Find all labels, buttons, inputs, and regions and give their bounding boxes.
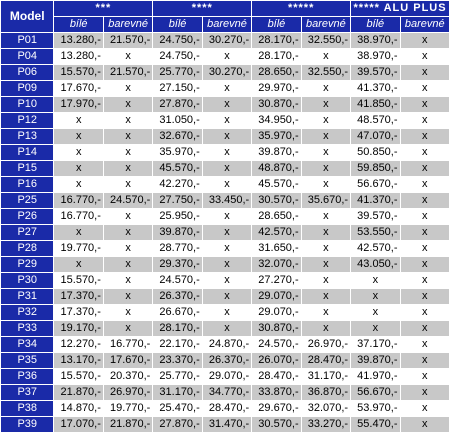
price-cell: 23.370,- bbox=[153, 353, 201, 368]
price-cell: 26.670,- bbox=[153, 305, 201, 320]
price-cell: x bbox=[203, 225, 251, 240]
price-cell: x bbox=[401, 385, 449, 400]
price-cell: 27.750,- bbox=[153, 193, 201, 208]
price-cell: 25.470,- bbox=[153, 401, 201, 416]
price-cell: 15.570,- bbox=[54, 369, 102, 384]
sub-header-colored: barevné bbox=[302, 17, 350, 32]
price-cell: 39.870,- bbox=[252, 145, 300, 160]
price-cell: x bbox=[302, 257, 350, 272]
price-cell: 32.550,- bbox=[302, 33, 350, 48]
price-cell: x bbox=[401, 273, 449, 288]
price-cell: 13.280,- bbox=[54, 49, 102, 64]
price-cell: x bbox=[54, 161, 102, 176]
price-cell: 50.850,- bbox=[351, 145, 399, 160]
price-cell: x bbox=[401, 289, 449, 304]
price-cell: x bbox=[54, 129, 102, 144]
price-cell: x bbox=[54, 257, 102, 272]
price-cell: 15.570,- bbox=[54, 65, 102, 80]
price-cell: x bbox=[401, 113, 449, 128]
model-cell: P09 bbox=[1, 81, 53, 96]
table-row bbox=[1, 321, 449, 336]
table-row bbox=[1, 209, 449, 224]
price-cell: x bbox=[302, 177, 350, 192]
sub-header-white: bílé bbox=[153, 17, 201, 32]
model-cell: P31 bbox=[1, 289, 53, 304]
sub-header-white: bílé bbox=[54, 17, 102, 32]
price-cell: 13.280,- bbox=[54, 33, 102, 48]
price-cell: 30.270,- bbox=[203, 33, 251, 48]
price-cell: x bbox=[401, 257, 449, 272]
model-cell: P12 bbox=[1, 113, 53, 128]
price-cell: 32.070,- bbox=[252, 257, 300, 272]
model-cell: P15 bbox=[1, 161, 53, 176]
price-cell: 28.170,- bbox=[153, 321, 201, 336]
table-row bbox=[1, 161, 449, 176]
price-cell: x bbox=[302, 273, 350, 288]
table-row bbox=[1, 193, 449, 208]
price-cell: 28.470,- bbox=[302, 353, 350, 368]
price-cell: 45.570,- bbox=[153, 161, 201, 176]
price-cell: x bbox=[302, 225, 350, 240]
table-row bbox=[1, 257, 449, 272]
price-cell: 24.570,- bbox=[104, 193, 152, 208]
price-cell: 25.770,- bbox=[153, 369, 201, 384]
price-cell: x bbox=[104, 97, 152, 112]
price-cell: 31.050,- bbox=[153, 113, 201, 128]
price-cell: x bbox=[401, 209, 449, 224]
price-cell: x bbox=[401, 417, 449, 432]
price-cell: 30.570,- bbox=[252, 193, 300, 208]
price-cell: x bbox=[401, 321, 449, 336]
price-cell: x bbox=[302, 305, 350, 320]
price-cell: x bbox=[104, 305, 152, 320]
model-cell: P13 bbox=[1, 129, 53, 144]
price-cell: 32.550,- bbox=[302, 65, 350, 80]
price-cell: x bbox=[203, 49, 251, 64]
price-cell: x bbox=[203, 321, 251, 336]
price-cell: 35.670,- bbox=[302, 193, 350, 208]
price-cell: 32.670,- bbox=[153, 129, 201, 144]
price-cell: x bbox=[203, 177, 251, 192]
price-cell: 16.770,- bbox=[54, 209, 102, 224]
price-cell: 17.670,- bbox=[54, 81, 102, 96]
price-cell: 28.170,- bbox=[252, 49, 300, 64]
model-cell: P35 bbox=[1, 353, 53, 368]
price-cell: 21.870,- bbox=[54, 385, 102, 400]
sub-header-colored: barevné bbox=[401, 17, 449, 32]
price-cell: 33.450,- bbox=[203, 193, 251, 208]
model-cell: P14 bbox=[1, 145, 53, 160]
table-header bbox=[1, 1, 449, 32]
price-cell: 28.770,- bbox=[153, 241, 201, 256]
price-cell: 17.370,- bbox=[54, 289, 102, 304]
price-cell: 31.170,- bbox=[302, 369, 350, 384]
model-cell: P32 bbox=[1, 305, 53, 320]
price-cell: 14.870,- bbox=[54, 401, 102, 416]
price-cell: 12.270,- bbox=[54, 337, 102, 352]
price-cell: 45.570,- bbox=[252, 177, 300, 192]
price-cell: x bbox=[104, 145, 152, 160]
price-cell: 39.870,- bbox=[153, 225, 201, 240]
price-cell: x bbox=[203, 305, 251, 320]
table-row bbox=[1, 49, 449, 64]
table-row bbox=[1, 289, 449, 304]
tier-header-5star: ***** bbox=[252, 1, 350, 16]
price-cell: 29.670,- bbox=[252, 401, 300, 416]
price-cell: 47.070,- bbox=[351, 129, 399, 144]
price-cell: x bbox=[401, 305, 449, 320]
model-cell: P33 bbox=[1, 321, 53, 336]
price-cell: 26.970,- bbox=[302, 337, 350, 352]
price-cell: x bbox=[104, 49, 152, 64]
table-row bbox=[1, 145, 449, 160]
price-cell: 24.570,- bbox=[153, 273, 201, 288]
price-cell: 27.870,- bbox=[153, 97, 201, 112]
price-cell: 27.270,- bbox=[252, 273, 300, 288]
price-cell: x bbox=[203, 209, 251, 224]
price-cell: 41.970,- bbox=[351, 369, 399, 384]
table-row bbox=[1, 97, 449, 112]
table-row bbox=[1, 113, 449, 128]
price-cell: 33.870,- bbox=[252, 385, 300, 400]
price-cell: 35.970,- bbox=[252, 129, 300, 144]
price-cell: x bbox=[302, 209, 350, 224]
price-cell: x bbox=[203, 273, 251, 288]
price-cell: x bbox=[351, 305, 399, 320]
price-cell: x bbox=[203, 81, 251, 96]
price-cell: 17.970,- bbox=[54, 97, 102, 112]
price-cell: 15.570,- bbox=[54, 273, 102, 288]
tier-header-row bbox=[1, 1, 449, 16]
price-cell: 24.750,- bbox=[153, 49, 201, 64]
model-cell: P06 bbox=[1, 65, 53, 80]
price-cell: 25.950,- bbox=[153, 209, 201, 224]
price-cell: 41.850,- bbox=[351, 97, 399, 112]
price-cell: x bbox=[351, 321, 399, 336]
tier-header-4star: **** bbox=[153, 1, 251, 16]
price-cell: 19.170,- bbox=[54, 321, 102, 336]
price-cell: 26.070,- bbox=[252, 353, 300, 368]
price-cell: x bbox=[203, 145, 251, 160]
price-cell: x bbox=[104, 129, 152, 144]
price-cell: 28.470,- bbox=[203, 401, 251, 416]
price-cell: x bbox=[401, 129, 449, 144]
price-cell: 24.570,- bbox=[252, 337, 300, 352]
price-cell: x bbox=[401, 177, 449, 192]
price-cell: x bbox=[401, 81, 449, 96]
table-body bbox=[1, 33, 449, 432]
price-cell: 25.770,- bbox=[153, 65, 201, 80]
model-cell: P25 bbox=[1, 193, 53, 208]
table-row bbox=[1, 129, 449, 144]
price-cell: 42.270,- bbox=[153, 177, 201, 192]
price-cell: 28.650,- bbox=[252, 209, 300, 224]
model-cell: P29 bbox=[1, 257, 53, 272]
price-cell: 53.970,- bbox=[351, 401, 399, 416]
price-cell: 21.570,- bbox=[104, 65, 152, 80]
table-row bbox=[1, 225, 449, 240]
table-row bbox=[1, 385, 449, 400]
model-cell: P26 bbox=[1, 209, 53, 224]
table-row bbox=[1, 417, 449, 432]
price-cell: x bbox=[302, 321, 350, 336]
model-cell: P30 bbox=[1, 273, 53, 288]
price-cell: 38.970,- bbox=[351, 33, 399, 48]
price-cell: 24.870,- bbox=[203, 337, 251, 352]
price-cell: 22.170,- bbox=[153, 337, 201, 352]
price-cell: 48.570,- bbox=[351, 113, 399, 128]
price-cell: x bbox=[401, 65, 449, 80]
model-cell: P10 bbox=[1, 97, 53, 112]
price-cell: 31.650,- bbox=[252, 241, 300, 256]
price-cell: 27.870,- bbox=[153, 417, 201, 432]
model-cell: P28 bbox=[1, 241, 53, 256]
price-cell: 37.170,- bbox=[351, 337, 399, 352]
price-cell: x bbox=[302, 97, 350, 112]
price-cell: x bbox=[351, 273, 399, 288]
price-cell: 34.770,- bbox=[203, 385, 251, 400]
price-cell: 26.970,- bbox=[104, 385, 152, 400]
price-cell: 39.570,- bbox=[351, 209, 399, 224]
price-cell: x bbox=[203, 257, 251, 272]
price-cell: x bbox=[401, 337, 449, 352]
model-cell: P16 bbox=[1, 177, 53, 192]
price-cell: x bbox=[104, 289, 152, 304]
price-cell: 55.470,- bbox=[351, 417, 399, 432]
price-cell: x bbox=[401, 369, 449, 384]
model-cell: P38 bbox=[1, 401, 53, 416]
sub-header-white: bílé bbox=[351, 17, 399, 32]
price-cell: x bbox=[104, 161, 152, 176]
price-cell: 30.570,- bbox=[252, 417, 300, 432]
price-cell: 31.170,- bbox=[153, 385, 201, 400]
price-cell: 56.670,- bbox=[351, 385, 399, 400]
price-cell: 17.670,- bbox=[104, 353, 152, 368]
price-cell: 42.570,- bbox=[252, 225, 300, 240]
model-cell: P34 bbox=[1, 337, 53, 352]
price-cell: x bbox=[302, 145, 350, 160]
price-cell: x bbox=[104, 225, 152, 240]
price-cell: x bbox=[401, 97, 449, 112]
table-row bbox=[1, 65, 449, 80]
price-cell: 59.850,- bbox=[351, 161, 399, 176]
price-cell: x bbox=[203, 241, 251, 256]
price-cell: x bbox=[104, 113, 152, 128]
price-cell: 24.750,- bbox=[153, 33, 201, 48]
price-cell: x bbox=[104, 241, 152, 256]
price-cell: 33.270,- bbox=[302, 417, 350, 432]
price-cell: x bbox=[401, 49, 449, 64]
price-cell: x bbox=[401, 225, 449, 240]
price-cell: 28.170,- bbox=[252, 33, 300, 48]
table-row bbox=[1, 353, 449, 368]
price-cell: 36.870,- bbox=[302, 385, 350, 400]
price-cell: 53.550,- bbox=[351, 225, 399, 240]
price-cell: x bbox=[401, 145, 449, 160]
sub-header-colored: barevné bbox=[104, 17, 152, 32]
model-cell: P39 bbox=[1, 417, 53, 432]
price-cell: x bbox=[203, 129, 251, 144]
price-cell: x bbox=[203, 113, 251, 128]
price-cell: 41.370,- bbox=[351, 193, 399, 208]
price-cell: x bbox=[401, 161, 449, 176]
table-row bbox=[1, 273, 449, 288]
table-row bbox=[1, 369, 449, 384]
price-cell: 21.570,- bbox=[104, 33, 152, 48]
price-cell: x bbox=[302, 81, 350, 96]
table-row bbox=[1, 33, 449, 48]
price-cell: 17.070,- bbox=[54, 417, 102, 432]
tier-header-3star: *** bbox=[54, 1, 152, 16]
price-cell: 56.670,- bbox=[351, 177, 399, 192]
table-row bbox=[1, 177, 449, 192]
price-cell: 27.150,- bbox=[153, 81, 201, 96]
price-cell: 26.370,- bbox=[203, 353, 251, 368]
price-cell: x bbox=[401, 401, 449, 416]
price-cell: 17.370,- bbox=[54, 305, 102, 320]
price-cell: 16.770,- bbox=[104, 337, 152, 352]
price-cell: 48.870,- bbox=[252, 161, 300, 176]
price-cell: x bbox=[104, 209, 152, 224]
price-cell: x bbox=[302, 241, 350, 256]
price-cell: x bbox=[104, 321, 152, 336]
price-cell: x bbox=[401, 193, 449, 208]
price-cell: 43.050,- bbox=[351, 257, 399, 272]
price-cell: x bbox=[302, 49, 350, 64]
price-cell: 34.950,- bbox=[252, 113, 300, 128]
price-cell: 28.470,- bbox=[252, 369, 300, 384]
price-cell: x bbox=[54, 145, 102, 160]
price-cell: x bbox=[302, 113, 350, 128]
price-cell: x bbox=[54, 225, 102, 240]
price-cell: 30.270,- bbox=[203, 65, 251, 80]
price-cell: 41.370,- bbox=[351, 81, 399, 96]
price-cell: 39.870,- bbox=[351, 353, 399, 368]
price-cell: 28.650,- bbox=[252, 65, 300, 80]
price-cell: x bbox=[203, 289, 251, 304]
price-cell: 13.170,- bbox=[54, 353, 102, 368]
price-cell: 20.370,- bbox=[104, 369, 152, 384]
price-cell: 19.770,- bbox=[104, 401, 152, 416]
price-cell: x bbox=[104, 177, 152, 192]
price-cell: x bbox=[302, 289, 350, 304]
sub-header-white: bílé bbox=[252, 17, 300, 32]
price-cell: x bbox=[104, 81, 152, 96]
price-cell: 21.870,- bbox=[104, 417, 152, 432]
price-cell: 29.070,- bbox=[252, 305, 300, 320]
price-cell: x bbox=[302, 161, 350, 176]
price-cell: 29.070,- bbox=[252, 289, 300, 304]
model-cell: P27 bbox=[1, 225, 53, 240]
table-row bbox=[1, 241, 449, 256]
price-cell: 29.970,- bbox=[252, 81, 300, 96]
sub-header-colored: barevné bbox=[203, 17, 251, 32]
price-cell: 31.470,- bbox=[203, 417, 251, 432]
price-cell: 35.970,- bbox=[153, 145, 201, 160]
price-cell: 39.570,- bbox=[351, 65, 399, 80]
sub-header-row bbox=[1, 17, 449, 32]
price-cell: 19.770,- bbox=[54, 241, 102, 256]
table-row bbox=[1, 305, 449, 320]
price-cell: 42.570,- bbox=[351, 241, 399, 256]
table-row bbox=[1, 401, 449, 416]
tier-header-5star-alu-plus: ***** ALU PLUS bbox=[351, 1, 449, 16]
price-cell: 16.770,- bbox=[54, 193, 102, 208]
price-cell: x bbox=[401, 33, 449, 48]
model-cell: P36 bbox=[1, 369, 53, 384]
model-cell: P01 bbox=[1, 33, 53, 48]
model-cell: P37 bbox=[1, 385, 53, 400]
price-cell: x bbox=[401, 353, 449, 368]
price-cell: 30.870,- bbox=[252, 321, 300, 336]
price-cell: x bbox=[104, 257, 152, 272]
price-cell: x bbox=[54, 177, 102, 192]
price-cell: x bbox=[302, 129, 350, 144]
table-row bbox=[1, 337, 449, 352]
model-header: Model bbox=[1, 1, 53, 32]
price-cell: x bbox=[203, 161, 251, 176]
price-cell: 29.370,- bbox=[153, 257, 201, 272]
price-cell: 32.070,- bbox=[302, 401, 350, 416]
price-cell: 38.970,- bbox=[351, 49, 399, 64]
price-cell: x bbox=[203, 97, 251, 112]
price-cell: 29.070,- bbox=[203, 369, 251, 384]
price-cell: x bbox=[401, 241, 449, 256]
price-cell: x bbox=[54, 113, 102, 128]
price-cell: x bbox=[351, 289, 399, 304]
price-cell: 26.370,- bbox=[153, 289, 201, 304]
table-row bbox=[1, 81, 449, 96]
price-cell: x bbox=[104, 273, 152, 288]
price-cell: 30.870,- bbox=[252, 97, 300, 112]
model-cell: P04 bbox=[1, 49, 53, 64]
